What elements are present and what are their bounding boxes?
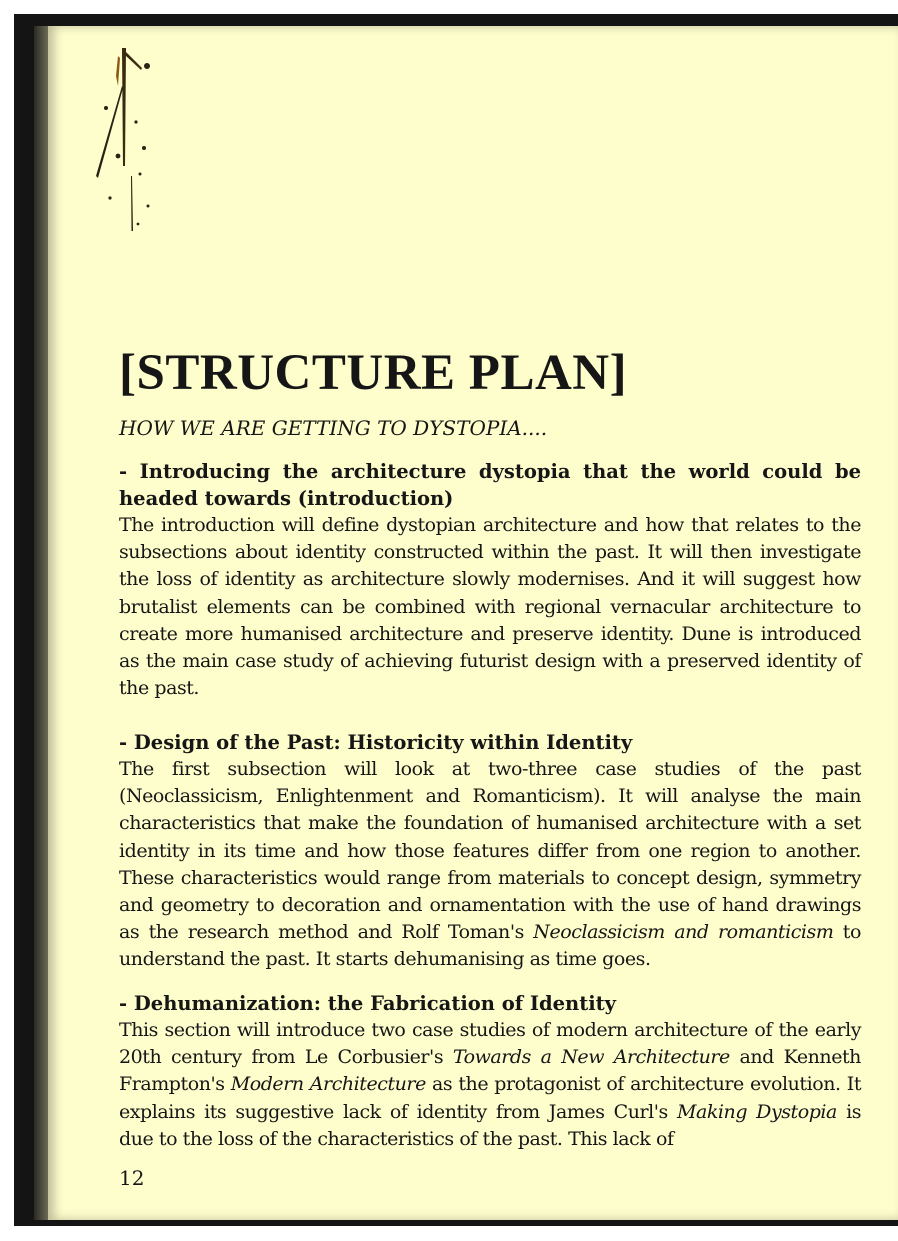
body-text: is due to the loss of the characteristics of the past. This lack of (119, 1100, 861, 1150)
book-title-neoclassicism: Neoclassicism and romanticism (533, 921, 834, 944)
section-body (119, 1017, 861, 1153)
body-text: as the protagonist of architecture evolution. It explains its suggestive lack of identity from James Curl's (119, 1073, 861, 1123)
body-text: to understand the past. It starts dehumanising as time goes. (119, 921, 861, 971)
book-title-modern-architecture: Modern Architecture (230, 1073, 426, 1096)
section-heading: - Dehumanization: the Fabrication of Identity (119, 992, 616, 1015)
body-text: The first subsection will look at two-three case studies of the past (Neoclassicism, Enlightenment and Romanticism). It will analyse the main characteristics that make the foundation of humanised architecture with a set identity in its time and how those features differ from one region to another. These characteristics would range from materials to concept design, symmetry and geometry to decoration and ornamentation with the use of hand drawings as the research method and Rolf Toman's (119, 758, 861, 944)
section-heading: - Introducing the architecture dystopia that the world could be headed towards (introduction) (119, 460, 861, 510)
page-gutter-edge (34, 26, 48, 1220)
body-text: and Kenneth Frampton's (119, 1046, 861, 1096)
section-introduction (119, 458, 861, 702)
page-number: 12 (119, 1166, 145, 1190)
book-title-making-dystopia: Making Dystopia (676, 1100, 837, 1123)
section-dehumanization (119, 990, 861, 1153)
page-title: [STRUCTURE PLAN] (119, 345, 628, 401)
section-body (119, 756, 861, 974)
ink-splatter-decoration (92, 46, 172, 236)
page-subtitle: HOW WE ARE GETTING TO DYSTOPIA.... (119, 416, 548, 440)
section-design-of-the-past (119, 729, 861, 974)
section-body: The introduction will define dystopian architecture and how that relates to the subsections about identity constructed within the past. It will then investigate the loss of identity as architecture slowly modernises. And it will suggest how brutalist elements can be combined with regional vernacular architecture to create more humanised architecture and preserve identity. Dune is introduced as the main case study of achieving futurist design with a preserved identity of the past. (119, 514, 861, 700)
section-heading: - Design of the Past: Historicity within Identity (119, 731, 633, 754)
book-title-towards-new-architecture: Towards a New Architecture (452, 1046, 730, 1069)
body-text: This section will introduce two case studies of modern architecture of the early 20th century from Le Corbusier's (119, 1019, 861, 1069)
